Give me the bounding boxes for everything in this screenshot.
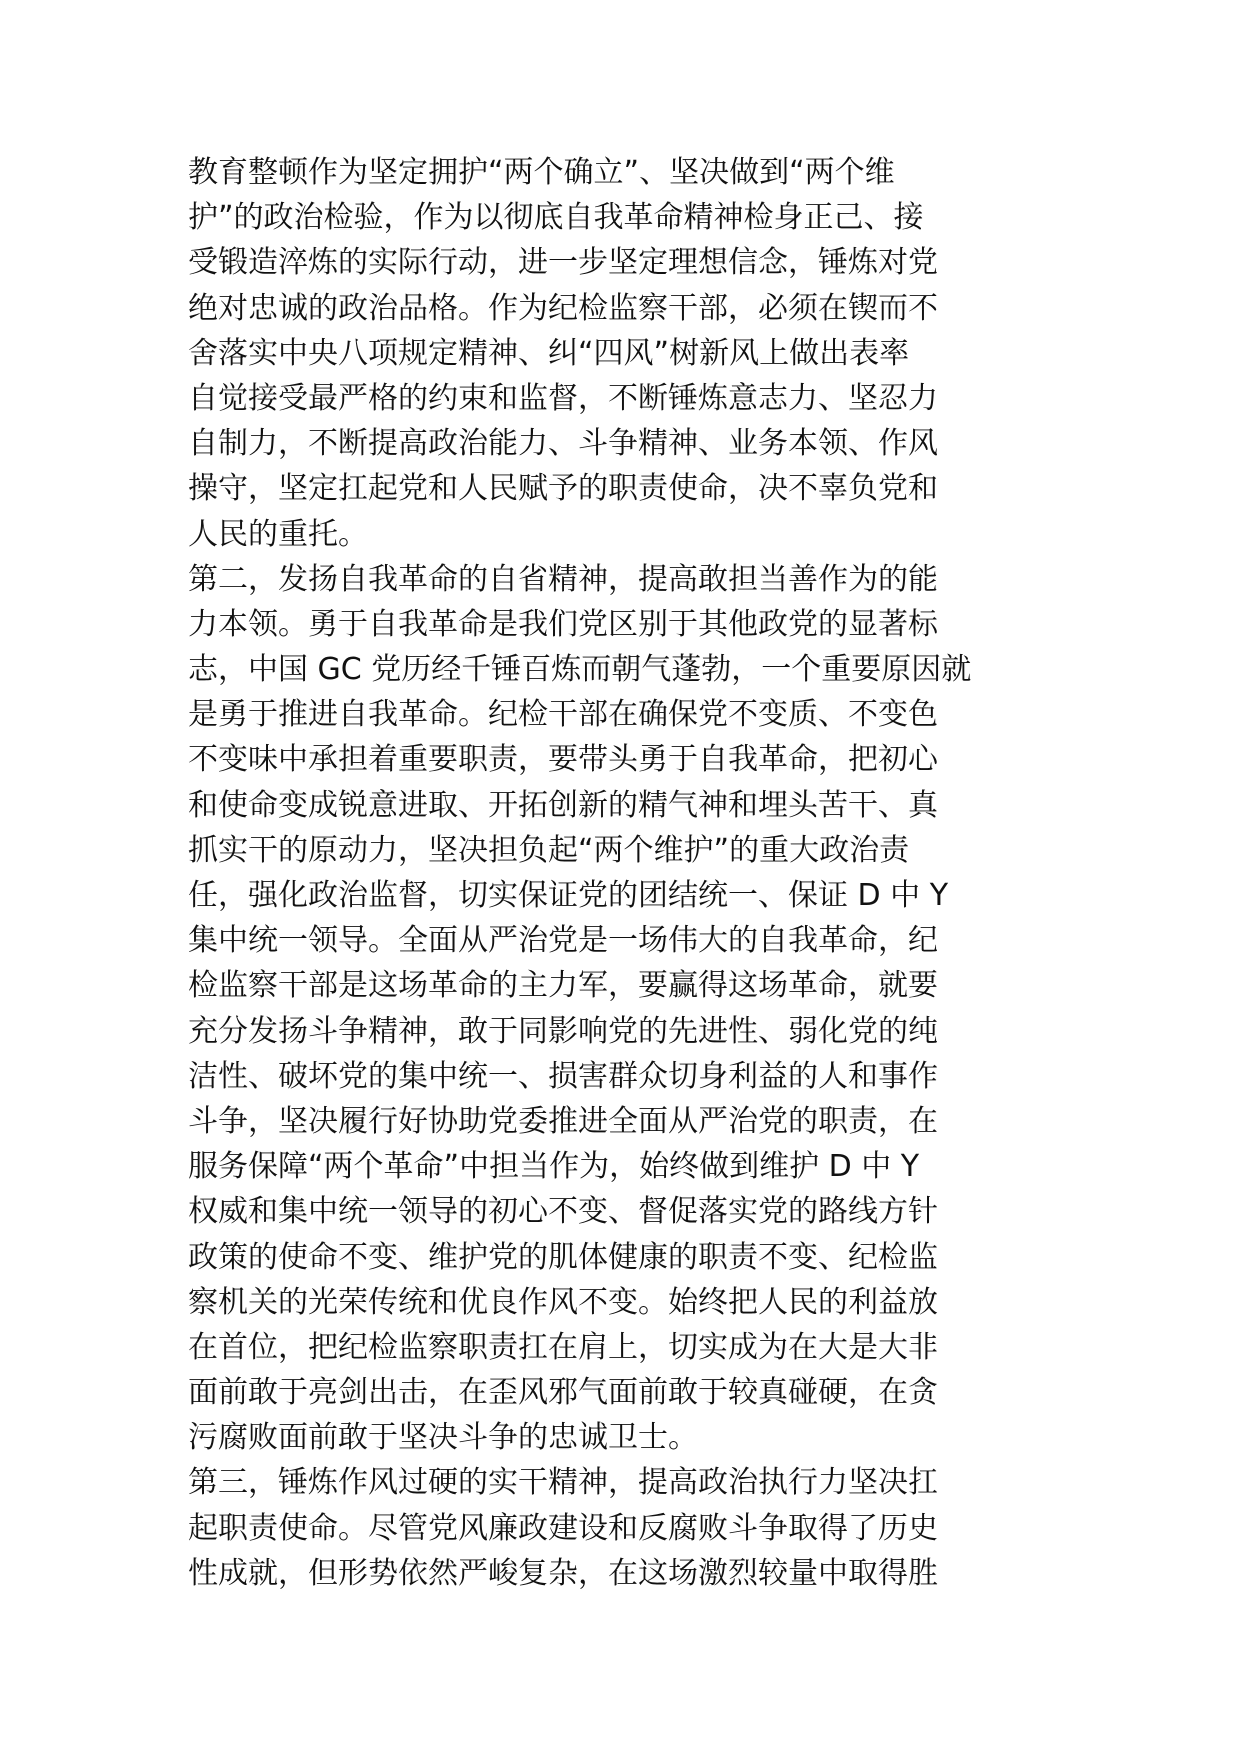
text-line: 洁性、破坏党的集中统一、损害群众切身利益的人和事作 (188, 1058, 938, 1094)
text-line: 权威和集中统一领导的初心不变、督促落实党的路线方针 (188, 1194, 938, 1230)
text-line: 起职责使命。尽管党风廉政建设和反腐败斗争取得了历史 (188, 1510, 938, 1546)
text-line: 志，中国 GC 党历经千锤百炼而朝气蓬勃，一个重要原因就 (188, 652, 972, 688)
text-line: 和使命变成锐意进取、开拓创新的精气神和埋头苦干、真 (188, 787, 938, 823)
text-line: 充分发扬斗争精神，敢于同影响党的先进性、弱化党的纯 (188, 1013, 938, 1049)
text-line: 自觉接受最严格的约束和监督，不断锤炼意志力、坚忍力 (188, 380, 938, 416)
text-line: 舍落实中央八项规定精神、纠“四风”树新风上做出表率 (188, 335, 910, 371)
text-line: 第三，锤炼作风过硬的实干精神，提高政治执行力坚决扛 (188, 1465, 938, 1501)
text-line: 操守，坚定扛起党和人民赋予的职责使命，决不辜负党和 (188, 471, 938, 507)
text-line: 政策的使命不变、维护党的肌体健康的职责不变、纪检监 (188, 1239, 938, 1275)
text-line: 自制力，不断提高政治能力、斗争精神、业务本领、作风 (188, 426, 938, 462)
text-line: 检监察干部是这场革命的主力军，要赢得这场革命，就要 (188, 968, 938, 1004)
text-line: 斗争，坚决履行好协助党委推进全面从严治党的职责，在 (188, 1103, 938, 1139)
text-line: 污腐败面前敢于坚决斗争的忠诚卫士。 (188, 1420, 698, 1456)
text-line: 性成就，但形势依然严峻复杂，在这场激烈较量中取得胜 (188, 1555, 938, 1591)
text-line: 护”的政治检验，作为以彻底自我革命精神检身正己、接 (188, 200, 924, 236)
text-line: 人民的重托。 (188, 516, 368, 552)
text-line: 是勇于推进自我革命。纪检干部在确保党不变质、不变色 (188, 697, 938, 733)
text-line: 受锻造淬炼的实际行动，进一步坚定理想信念，锤炼对党 (188, 245, 938, 281)
text-line: 集中统一领导。全面从严治党是一场伟大的自我革命，纪 (188, 923, 938, 959)
text-line: 第二，发扬自我革命的自省精神，提高敢担当善作为的能 (188, 561, 938, 597)
text-line: 力本领。勇于自我革命是我们党区别于其他政党的显著标 (188, 606, 938, 642)
text-line: 不变味中承担着重要职责，要带头勇于自我革命，把初心 (188, 742, 938, 778)
text-line: 面前敢于亮剑出击，在歪风邪气面前敢于较真碰硬，在贪 (188, 1375, 938, 1411)
text-line: 绝对忠诚的政治品格。作为纪检监察干部，必须在锲而不 (188, 290, 938, 326)
text-line: 抓实干的原动力，坚决担负起“两个维护”的重大政治责 (188, 832, 910, 868)
body-text (188, 150, 1068, 1596)
text-line: 在首位，把纪检监察职责扛在肩上，切实成为在大是大非 (188, 1329, 938, 1365)
text-line: 任，强化政治监督，切实保证党的团结统一、保证 D 中 Y (188, 878, 949, 913)
text-line: 教育整顿作为坚定拥护“两个确立”、坚决做到“两个维 (188, 155, 895, 190)
text-line: 服务保障“两个革命”中担当作为，始终做到维护 D 中 Y (188, 1149, 920, 1185)
text-line: 察机关的光荣传统和优良作风不变。始终把人民的利益放 (188, 1284, 938, 1320)
